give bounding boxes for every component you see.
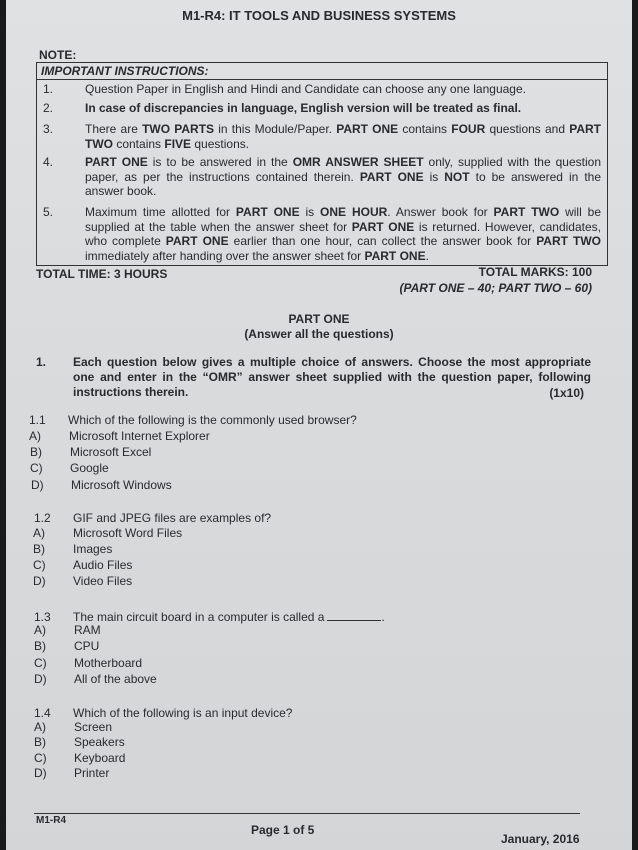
instruction-run: questions. [191,136,250,151]
instruction-run: will be supplied at the table when the answer sheet for [85,205,601,234]
instruction-run: earlier than one hour, can collect the answer book for [228,234,537,248]
mcq-text: GIF and JPEG files are examples of? [73,511,272,525]
instruction-run: Question Paper in English and Hindi and Candidate can choose any one language. [85,82,526,96]
emphasis-text: FIVE [164,136,192,151]
option-text: Microsoft Word Files [73,526,183,540]
option-letter: D) [31,478,44,492]
option-letter: D) [34,766,47,780]
emphasis-text: PART ONE [165,234,229,248]
option-letter: D) [33,574,46,588]
emphasis-text: ONE HOUR [320,205,388,219]
option-text: RAM [74,623,101,637]
option-letter: B) [33,542,45,556]
option-text: Motherboard [74,656,143,670]
instruction-run: . Answer book for [387,205,494,219]
option-text: Keyboard [74,751,126,765]
note-label: NOTE: [39,48,77,62]
total-time: TOTAL TIME: 3 HOURS [36,267,168,281]
option-letter: B) [34,735,46,749]
instruction-run: to be answered in the answer book. [85,169,602,198]
instruction-text [85,82,601,97]
option-text: Microsoft Internet Explorer [69,429,210,443]
instruction-run: There are [85,122,143,136]
instruction-text [85,122,601,151]
instruction-number: 4. [43,155,54,169]
question-number: 1. [36,355,47,369]
emphasis-text: PART TWO [85,122,601,151]
option-letter: A) [29,429,41,443]
option-letter: D) [34,672,47,686]
question-instructions: Each question below gives a multiple choice of answers. Choose the most appropriate one and enter in the “OMR” answer sheet supplied with the question paper, following instructions therein. [73,355,591,399]
emphasis-text: FOUR [451,122,486,136]
option-letter: B) [30,445,42,459]
instruction-run: questions and [485,122,570,136]
instruction-run: only, supplied with the question paper, as per the instructions contained therein. [85,155,602,184]
emphasis-text: PART ONE [364,248,426,263]
mcq-number: 1.3 [34,610,51,624]
mcq-number: 1.4 [34,706,51,720]
option-text: Printer [74,766,110,780]
emphasis-text: PART ONE [85,155,148,169]
mcq-number: 1.1 [29,413,46,427]
marks-split: (PART ONE – 40; PART TWO – 60) [399,281,592,295]
instruction-run: is to be answered in the [147,155,293,169]
emphasis-text: TWO PARTS [142,122,215,136]
part-one-title: PART ONE [288,312,350,326]
footer-divider [34,813,580,814]
question-marks: (1x10) [549,386,584,400]
instruction-run: immediately after handing over the answer sheet for [85,248,365,263]
emphasis-text: PART TWO [493,205,560,219]
instruction-run: in this Module/Paper. [214,122,337,136]
footer-module-code: M1-R4 [36,815,67,826]
part-one-subtitle: (Answer all the questions) [244,327,394,341]
footer-page-number: Page 1 of 5 [251,823,315,837]
instructions-box [36,62,608,266]
instruction-run: is returned. However, candidates, who complete [85,219,601,248]
instruction-run: Maximum time allotted for [85,205,236,219]
question-paper-page [6,0,632,850]
emphasis-text: PART TWO [536,234,601,248]
option-text: Screen [74,720,113,734]
total-marks: TOTAL MARKS: 100 [478,265,592,279]
instruction-run: . [425,248,429,263]
option-letter: A) [34,623,46,637]
instruction-number: 1. [43,82,54,96]
emphasis-text: PART ONE [351,219,415,234]
option-letter: C) [30,461,43,475]
instruction-number: 2. [43,101,54,115]
mcq-text: Which of the following is the commonly used browser? [68,413,357,427]
option-letter: C) [34,751,47,765]
option-text: Images [73,542,113,556]
answer-blank [327,620,381,621]
instruction-run: contains [398,122,452,136]
instruction-text [85,101,601,116]
option-letter: A) [33,526,45,540]
option-text: Microsoft Windows [71,478,172,492]
option-text: Audio Files [73,558,133,572]
option-text: Microsoft Excel [70,445,152,459]
option-text: Google [70,461,109,475]
instructions-divider [37,79,607,80]
mcq-number: 1.2 [34,511,51,525]
emphasis-text: PART ONE [359,169,424,184]
emphasis-text: PART ONE [235,205,300,219]
option-text: All of the above [74,672,157,686]
instruction-number: 3. [43,122,54,136]
paper-title: M1-R4: IT TOOLS AND BUSINESS SYSTEMS [182,8,456,23]
option-letter: B) [34,639,46,653]
instruction-number: 5. [43,205,54,219]
emphasis-text: NOT [444,169,470,184]
instruction-run: is [299,205,321,219]
option-letter: C) [34,656,47,670]
instruction-run: is [423,169,445,184]
option-text: Speakers [74,735,125,749]
mcq-text: The main circuit board in a computer is called a [73,610,325,624]
instruction-text [85,155,601,199]
instructions-heading: IMPORTANT INSTRUCTIONS: [41,64,209,78]
emphasis-text: PART ONE [336,122,399,136]
instruction-run: contains [113,136,165,151]
option-letter: A) [34,720,46,734]
instruction-text [85,205,601,263]
mcq-text-wrap: The main circuit board in a computer is called a . [73,610,385,624]
option-text: CPU [74,639,100,653]
emphasis-text: OMR ANSWER SHEET [292,155,424,169]
option-letter: C) [33,558,46,572]
mcq-text: Which of the following is an input device? [73,706,293,720]
footer-date: January, 2016 [501,832,580,846]
option-text: Video Files [73,574,133,588]
emphasis-text: In case of discrepancies in language, English version will be treated as final. [85,101,522,115]
